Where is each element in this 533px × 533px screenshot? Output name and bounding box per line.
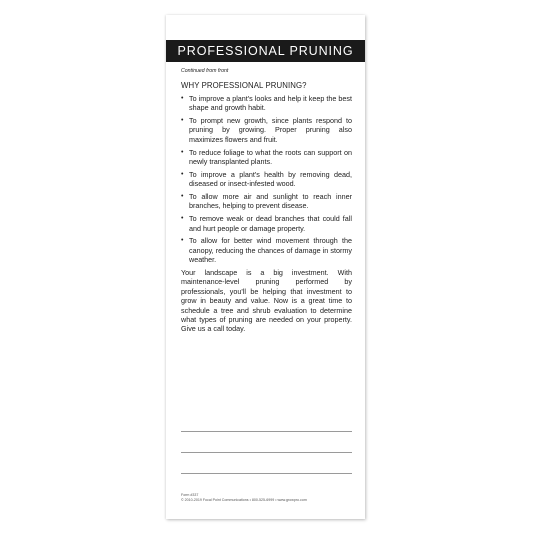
list-item bbox=[181, 116, 352, 144]
list-item bbox=[181, 94, 352, 113]
flyer-content bbox=[181, 68, 352, 334]
list-item-text: To prompt new growth, since plants respond to pruning by growing. Proper pruning also maximizes flowers and fruit. bbox=[189, 116, 352, 144]
bullet-icon: • bbox=[181, 193, 184, 201]
section-heading: WHY PROFESSIONAL PRUNING? bbox=[181, 81, 307, 90]
bullet-icon: • bbox=[181, 95, 184, 102]
continued-note: Continued from front bbox=[181, 68, 229, 74]
list-item-text: To allow more air and sunlight to reach inner branches, helping to prevent disease. bbox=[189, 192, 352, 211]
list-item-text: To remove weak or dead branches that could fall and hurt people or damage property. bbox=[189, 214, 352, 233]
reasons-list bbox=[181, 94, 352, 264]
bullet-icon: • bbox=[181, 170, 184, 178]
write-in-line bbox=[181, 452, 352, 453]
copyright-text: © 2010-2019 Focal Point Communications • 800-525-6999 • www.growpro.com bbox=[181, 497, 307, 502]
footer bbox=[181, 493, 361, 502]
write-in-line bbox=[181, 431, 352, 432]
list-item-text: To reduce foliage to what the roots can support on newly transplanted plants. bbox=[189, 147, 352, 166]
list-item bbox=[181, 192, 352, 211]
list-item bbox=[181, 170, 352, 189]
list-item bbox=[181, 236, 352, 264]
pruning-flyer-card bbox=[166, 15, 365, 519]
bullet-icon: • bbox=[181, 237, 184, 245]
closing-paragraph: Your landscape is a big investment. With maintenance-level pruning performed by professionals, you'll be helping that investment to grow in beauty and value. Now is a great time to schedule a tree and shrub evaluation to determine what types of pruning are needed on your property. Give us a call today. bbox=[181, 267, 352, 334]
form-number: Form #337 bbox=[181, 493, 199, 497]
list-item-text: To allow for better wind movement through the canopy, reducing the chances of damage in stormy weather. bbox=[189, 236, 352, 265]
bullet-icon: • bbox=[181, 148, 184, 156]
bullet-icon: • bbox=[181, 117, 184, 125]
list-item bbox=[181, 214, 352, 233]
bullet-icon: • bbox=[181, 215, 184, 223]
list-item bbox=[181, 148, 352, 167]
list-item-text: To improve a plant's health by removing dead, diseased or insect-infested wood. bbox=[189, 169, 352, 189]
write-in-line bbox=[181, 473, 352, 474]
list-item-text: To improve a plant's looks and help it keep the best shape and growth habit. bbox=[189, 94, 352, 113]
title-banner bbox=[166, 40, 365, 62]
banner-title: PROFESSIONAL PRUNING bbox=[177, 44, 354, 58]
